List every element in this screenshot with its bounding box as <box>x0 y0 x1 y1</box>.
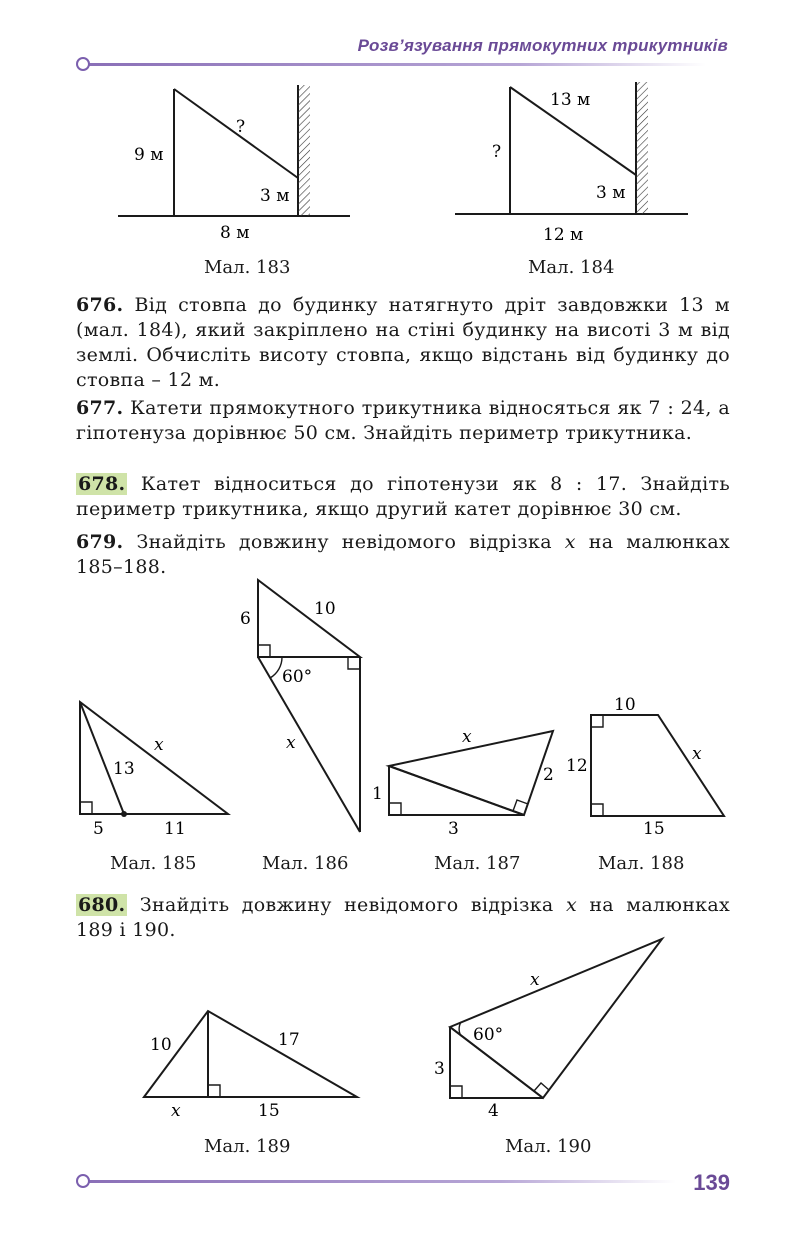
fig186-angle-label: 60° <box>282 667 313 687</box>
caption-188: Мал. 188 <box>598 853 685 874</box>
fig187-2-label: 2 <box>543 765 554 785</box>
figure-189 <box>144 1011 357 1097</box>
problem-number: 676. <box>76 294 124 316</box>
fig184-base-label: 12 м <box>543 225 584 245</box>
problem-text-end: на малюнках 189 і 190. <box>76 894 730 941</box>
fig184-wire-label: 13 м <box>550 90 591 110</box>
caption-190: Мал. 190 <box>505 1136 592 1157</box>
problem-677 <box>76 396 730 446</box>
page-number: 139 <box>693 1170 730 1195</box>
fig187-3-label: 3 <box>448 819 459 839</box>
figure-187 <box>389 731 553 815</box>
fig190-x-label: x <box>530 970 540 990</box>
fig184-height-label: ? <box>492 142 502 162</box>
fig184-wall-label: 3 м <box>596 183 626 203</box>
problem-variable: x <box>565 894 577 916</box>
fig183-base-label: 8 м <box>220 223 250 243</box>
fig183-height-label: 9 м <box>134 145 164 165</box>
problem-number: 677. <box>76 397 124 419</box>
problem-676 <box>76 293 730 393</box>
fig190-3-label: 3 <box>434 1059 445 1079</box>
fig186-10-label: 10 <box>314 599 336 619</box>
fig183-wire-label: ? <box>236 117 246 137</box>
caption-187: Мал. 187 <box>434 853 521 874</box>
figure-183 <box>118 85 350 216</box>
fig190-angle-label: 60° <box>473 1025 504 1045</box>
fig183-wall-label: 3 м <box>260 186 290 206</box>
problem-text-end: на малюнках 185–188. <box>76 531 730 578</box>
figure-185 <box>80 702 228 817</box>
fig189-17-label: 17 <box>278 1030 300 1050</box>
problem-text: Знайдіть довжину невідомого відрізка <box>139 894 566 916</box>
figure-186 <box>258 580 360 832</box>
problem-number-highlighted: 680. <box>78 894 126 916</box>
fig188-12-label: 12 <box>566 756 588 776</box>
problem-680 <box>76 893 730 943</box>
problem-679 <box>76 530 730 580</box>
caption-186: Мал. 186 <box>262 853 349 874</box>
fig185-13-label: 13 <box>113 759 135 779</box>
fig188-15-label: 15 <box>643 819 665 839</box>
fig186-x-label: x <box>286 733 296 753</box>
page-header-title: Розв’язування прямокутних трикутників <box>357 36 728 55</box>
fig189-x-label: x <box>171 1101 181 1121</box>
fig190-4-label: 4 <box>488 1101 499 1121</box>
problem-text: Катети прямокутного трикутника відносяться як 7 : 24, а гіпотенуза дорівнює 50 см. Знайдіть периметр трикутника. <box>76 397 730 444</box>
fig188-10-label: 10 <box>614 695 636 715</box>
caption-189: Мал. 189 <box>204 1136 291 1157</box>
figure-188 <box>591 715 724 816</box>
problem-number-highlighted: 678. <box>78 473 126 495</box>
fig186-6-label: 6 <box>240 609 251 629</box>
caption-183: Мал. 183 <box>204 257 291 278</box>
problem-678 <box>76 472 730 522</box>
problem-text: Від стовпа до будинку натягнуто дріт завдовжки 13 м (мал. 184), який закріплено на стіні будинку на висоті 3 м від землі. Обчисліть висоту стовпа, якщо відстань від будинку до стовпа – 12 м. <box>76 294 730 391</box>
problem-variable: x <box>564 531 576 553</box>
fig185-11-label: 11 <box>164 819 186 839</box>
fig185-x-label: x <box>154 735 164 755</box>
header-rule-circle <box>76 57 90 71</box>
fig189-10-label: 10 <box>150 1035 172 1055</box>
problem-number: 679. <box>76 531 124 553</box>
problem-text: Катет відноситься до гіпотенузи як 8 : 17. Знайдіть периметр трикутника, якщо другий катет дорівнює 30 см. <box>76 473 730 520</box>
figure-190 <box>450 939 662 1098</box>
fig187-1-label: 1 <box>372 784 383 804</box>
fig188-x-label: x <box>692 744 702 764</box>
fig185-5-label: 5 <box>93 819 104 839</box>
problem-text: Знайдіть довжину невідомого відрізка <box>136 531 565 553</box>
figure-184 <box>455 82 688 214</box>
caption-184: Мал. 184 <box>528 257 615 278</box>
caption-185: Мал. 185 <box>110 853 197 874</box>
fig189-15-label: 15 <box>258 1101 280 1121</box>
fig187-x-label: x <box>462 727 472 747</box>
footer-rule-circle <box>76 1174 90 1188</box>
header-rule <box>86 63 706 66</box>
footer-rule <box>86 1180 676 1183</box>
